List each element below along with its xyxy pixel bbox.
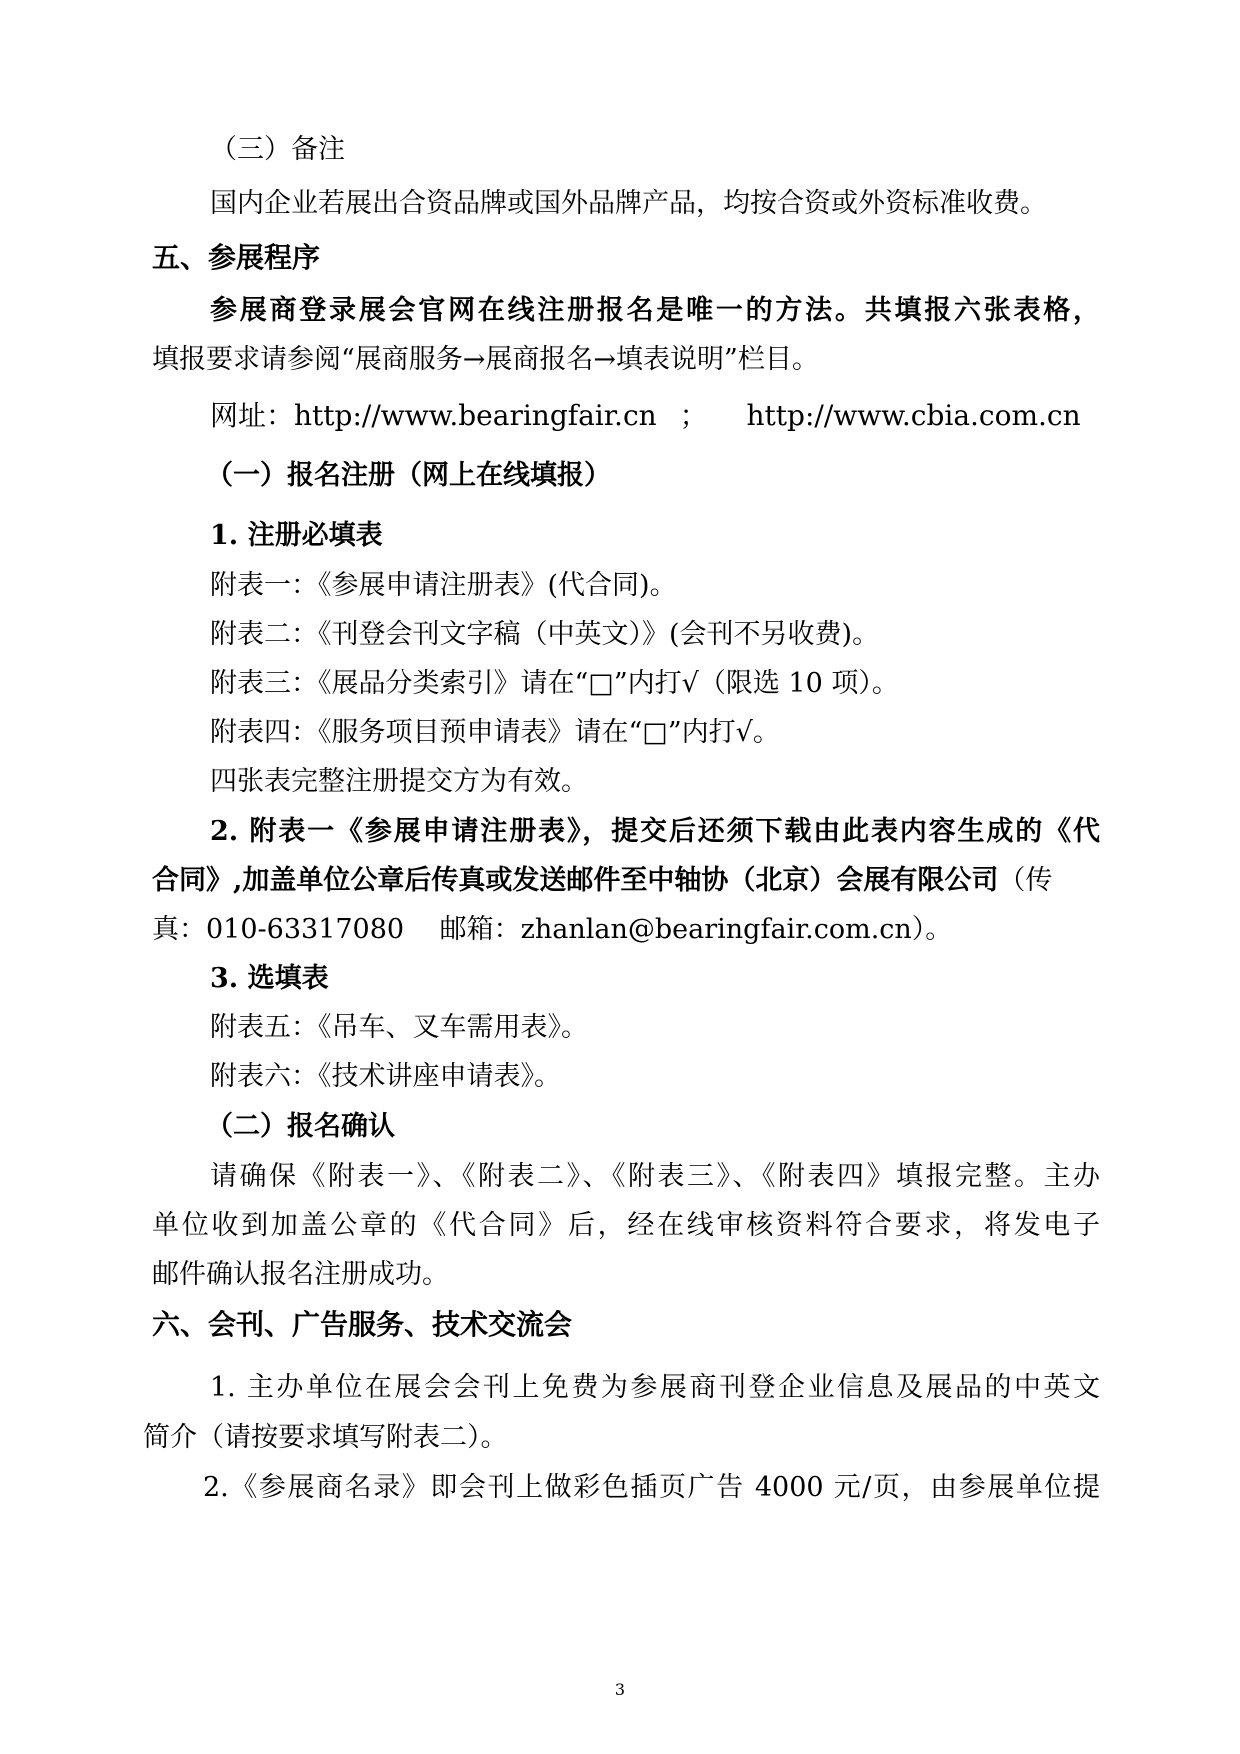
item2-line1: 2. 附表一《参展申请注册表》，提交后还须下载由此表内容生成的《代 — [210, 816, 1100, 847]
website-line — [0, 398, 1240, 434]
confirm-line1: 请确保《附表一》、《附表二》、《附表三》、《附表四》填报完整。主办 — [210, 1161, 1100, 1192]
section5-heading: 五、参展程序 — [152, 241, 321, 274]
website-separator: ； — [679, 399, 708, 432]
item2-line2-bold: 合同》,加盖单位公章后传真或发送邮件至中轴协（北京）会展有限公司 — [152, 865, 999, 896]
form4-text: 附表四：《服务项目预申请表》请在“□”内打√。 — [210, 717, 780, 748]
four-forms-note: 四张表完整注册提交方为有效。 — [210, 766, 588, 797]
website-label: 网址： — [210, 399, 295, 432]
item2-line2-rest: （传 — [998, 865, 1053, 896]
website-link-cbia[interactable]: http://www.cbia.com.cn — [746, 399, 1081, 432]
item3-title: 3. 选填表 — [210, 963, 329, 994]
confirm-line3: 邮件确认报名注册成功。 — [152, 1259, 449, 1290]
remark-text: 国内企业若展出合资品牌或国外品牌产品，均按合资或外资标准收费。 — [210, 188, 1047, 219]
subsection-confirmation-title: （二）报名确认 — [206, 1111, 395, 1142]
form1-text: 附表一：《参展申请注册表》(代合同)。 — [210, 570, 677, 601]
item2-line2 — [0, 863, 1240, 899]
confirm-line2: 单位收到加盖公章的《代合同》后，经在线审核资料符合要求，将发电子 — [152, 1210, 1100, 1241]
section6-p1-line1: 1. 主办单位在展会会刊上免费为参展商刊登企业信息及展品的中英文 — [210, 1372, 1100, 1403]
item2-line3-contact: 真：010-63317080 邮箱：zhanlan@bearingfair.com.cn）。 — [152, 914, 953, 945]
subsection-registration-title: （一）报名注册（网上在线填报） — [206, 460, 611, 491]
form3-text: 附表三：《展品分类索引》请在“□”内打√（限选 10 项）。 — [210, 668, 899, 699]
item1-title: 1. 注册必填表 — [210, 520, 383, 551]
section6-p1-line2: 简介（请按要求填写附表二）。 — [143, 1422, 508, 1453]
form2-text: 附表二：《刊登会刊文字稿（中英文）》(会刊不另收费)。 — [210, 619, 880, 650]
form6-text: 附表六：《技术讲座申请表》。 — [210, 1061, 561, 1092]
section6-heading: 六、会刊、广告服务、技术交流会 — [152, 1308, 573, 1341]
section6-p2-line1: 2.《参展商名录》即会刊上做彩色插页广告 4000 元/页，由参展单位提 — [203, 1472, 1100, 1503]
section5-intro-rest: 填报要求请参阅“展商服务→展商报名→填表说明”栏目。 — [152, 344, 819, 375]
remark-title: （三）备注 — [210, 134, 345, 165]
form5-text: 附表五：《吊车、叉车需用表》。 — [210, 1012, 588, 1043]
section5-intro-bold: 参展商登录展会官网在线注册报名是唯一的方法。共填报六张表格， — [210, 295, 1100, 326]
page-number: 3 — [614, 1680, 626, 1699]
website-link-bearingfair[interactable]: http://www.bearingfair.cn — [294, 399, 657, 432]
